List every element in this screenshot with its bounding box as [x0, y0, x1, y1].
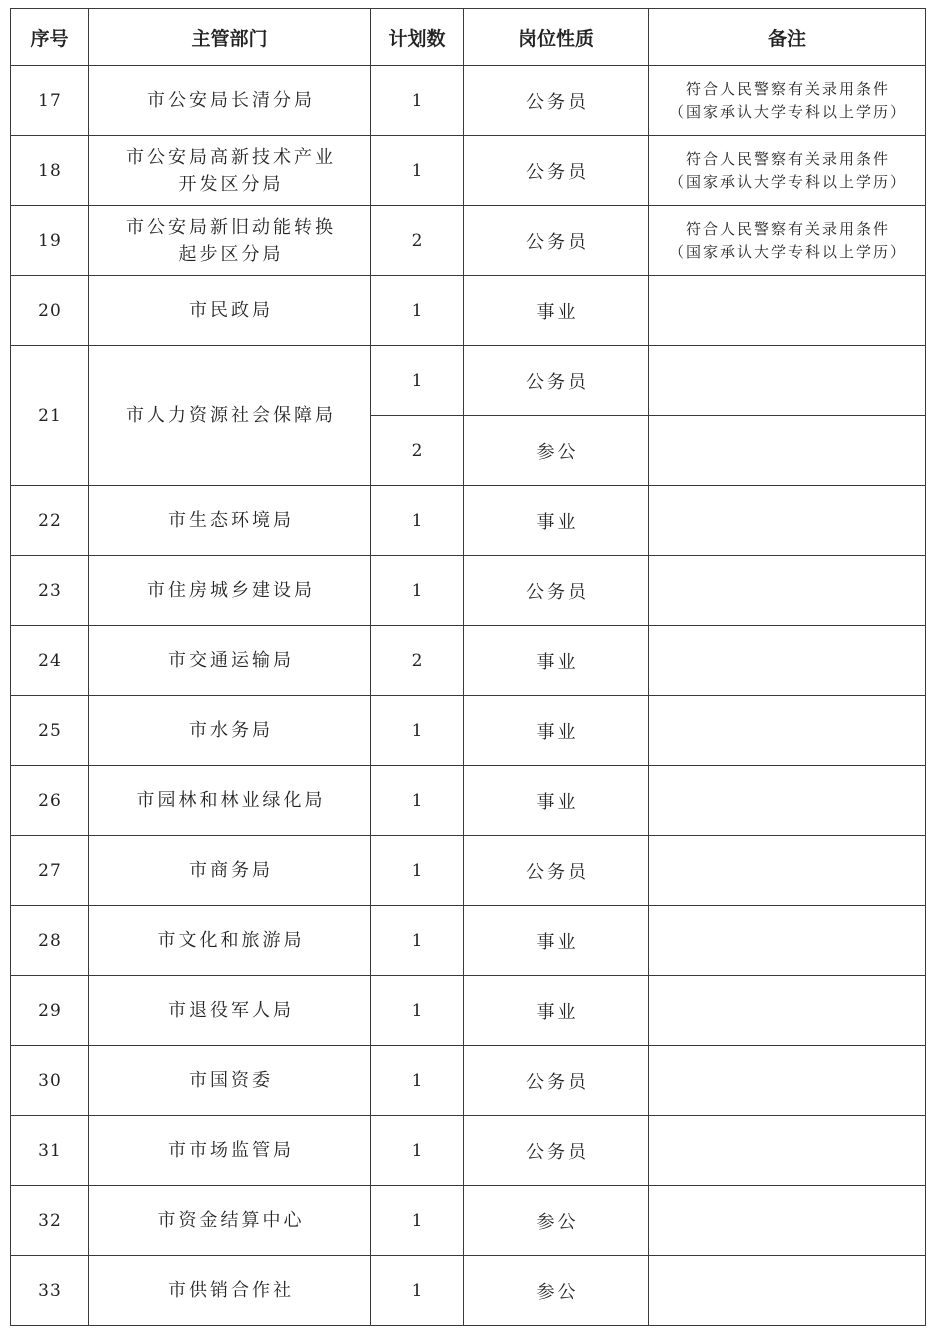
nature-cell: 公务员 [464, 206, 649, 276]
nature-cell: 事业 [464, 626, 649, 696]
header-nature: 岗位性质 [464, 9, 649, 66]
recruitment-plan-table [10, 8, 926, 1326]
nature-cell: 事业 [464, 906, 649, 976]
nature-cell: 参公 [464, 416, 649, 486]
table-row [11, 1186, 926, 1256]
count-cell: 2 [371, 206, 464, 276]
dept-cell: 市人力资源社会保障局 [89, 346, 371, 486]
remark-cell [649, 276, 926, 346]
dept-cell: 市公安局新旧动能转换 起步区分局 [89, 206, 371, 276]
seq-cell: 26 [11, 766, 89, 836]
count-cell: 1 [371, 976, 464, 1046]
count-cell: 1 [371, 766, 464, 836]
header-row [11, 9, 926, 66]
nature-cell: 事业 [464, 696, 649, 766]
seq-cell: 17 [11, 66, 89, 136]
header-dept: 主管部门 [89, 9, 371, 66]
remark-cell [649, 766, 926, 836]
seq-cell: 23 [11, 556, 89, 626]
seq-cell: 20 [11, 276, 89, 346]
table-row [11, 346, 926, 416]
nature-cell: 公务员 [464, 556, 649, 626]
dept-cell: 市民政局 [89, 276, 371, 346]
count-cell: 1 [371, 836, 464, 906]
dept-cell: 市生态环境局 [89, 486, 371, 556]
table-row [11, 136, 926, 206]
remark-cell [649, 1116, 926, 1186]
count-cell: 2 [371, 416, 464, 486]
nature-cell: 公务员 [464, 1046, 649, 1116]
dept-cell: 市供销合作社 [89, 1256, 371, 1326]
seq-cell: 30 [11, 1046, 89, 1116]
table-row [11, 206, 926, 276]
seq-cell: 28 [11, 906, 89, 976]
count-cell: 1 [371, 556, 464, 626]
nature-cell: 公务员 [464, 346, 649, 416]
dept-cell: 市资金结算中心 [89, 1186, 371, 1256]
dept-cell: 市交通运输局 [89, 626, 371, 696]
seq-cell: 29 [11, 976, 89, 1046]
dept-cell: 市文化和旅游局 [89, 906, 371, 976]
count-cell: 1 [371, 1116, 464, 1186]
remark-cell [649, 1186, 926, 1256]
nature-cell: 公务员 [464, 836, 649, 906]
nature-cell: 事业 [464, 486, 649, 556]
seq-cell: 33 [11, 1256, 89, 1326]
table-body [11, 66, 926, 1326]
header-count: 计划数 [371, 9, 464, 66]
remark-cell [649, 346, 926, 416]
remark-cell [649, 976, 926, 1046]
dept-cell: 市商务局 [89, 836, 371, 906]
remark-cell [649, 1256, 926, 1326]
count-cell: 2 [371, 626, 464, 696]
dept-cell: 市公安局长清分局 [89, 66, 371, 136]
table-header [11, 9, 926, 66]
dept-cell: 市住房城乡建设局 [89, 556, 371, 626]
remark-cell [649, 556, 926, 626]
nature-cell: 事业 [464, 976, 649, 1046]
count-cell: 1 [371, 906, 464, 976]
nature-cell: 事业 [464, 766, 649, 836]
nature-cell: 公务员 [464, 1116, 649, 1186]
table-row [11, 276, 926, 346]
table-row [11, 486, 926, 556]
count-cell: 1 [371, 276, 464, 346]
remark-cell [649, 486, 926, 556]
count-cell: 1 [371, 696, 464, 766]
count-cell: 1 [371, 346, 464, 416]
nature-cell: 公务员 [464, 66, 649, 136]
table-row [11, 556, 926, 626]
remark-cell: 符合人民警察有关录用条件 （国家承认大学专科以上学历） [649, 206, 926, 276]
remark-cell [649, 416, 926, 486]
seq-cell: 32 [11, 1186, 89, 1256]
dept-cell: 市退役军人局 [89, 976, 371, 1046]
nature-cell: 参公 [464, 1186, 649, 1256]
seq-cell: 22 [11, 486, 89, 556]
seq-cell: 24 [11, 626, 89, 696]
table-row [11, 66, 926, 136]
seq-cell: 18 [11, 136, 89, 206]
seq-cell: 25 [11, 696, 89, 766]
count-cell: 1 [371, 1046, 464, 1116]
seq-cell: 21 [11, 346, 89, 486]
table-row [11, 1046, 926, 1116]
nature-cell: 事业 [464, 276, 649, 346]
table-row [11, 696, 926, 766]
remark-cell [649, 696, 926, 766]
dept-cell: 市水务局 [89, 696, 371, 766]
table-row [11, 906, 926, 976]
remark-cell: 符合人民警察有关录用条件 （国家承认大学专科以上学历） [649, 136, 926, 206]
remark-cell [649, 836, 926, 906]
seq-cell: 19 [11, 206, 89, 276]
count-cell: 1 [371, 1186, 464, 1256]
remark-cell [649, 1046, 926, 1116]
table-row [11, 626, 926, 696]
dept-cell: 市市场监管局 [89, 1116, 371, 1186]
count-cell: 1 [371, 486, 464, 556]
table-row [11, 1256, 926, 1326]
nature-cell: 参公 [464, 1256, 649, 1326]
header-remark: 备注 [649, 9, 926, 66]
seq-cell: 27 [11, 836, 89, 906]
table-row [11, 976, 926, 1046]
seq-cell: 31 [11, 1116, 89, 1186]
remark-cell [649, 626, 926, 696]
count-cell: 1 [371, 1256, 464, 1326]
nature-cell: 公务员 [464, 136, 649, 206]
header-seq: 序号 [11, 9, 89, 66]
table-row [11, 1116, 926, 1186]
remark-cell: 符合人民警察有关录用条件 （国家承认大学专科以上学历） [649, 66, 926, 136]
dept-cell: 市公安局高新技术产业 开发区分局 [89, 136, 371, 206]
dept-cell: 市国资委 [89, 1046, 371, 1116]
remark-cell [649, 906, 926, 976]
table-row [11, 766, 926, 836]
table-row [11, 836, 926, 906]
count-cell: 1 [371, 66, 464, 136]
count-cell: 1 [371, 136, 464, 206]
dept-cell: 市园林和林业绿化局 [89, 766, 371, 836]
